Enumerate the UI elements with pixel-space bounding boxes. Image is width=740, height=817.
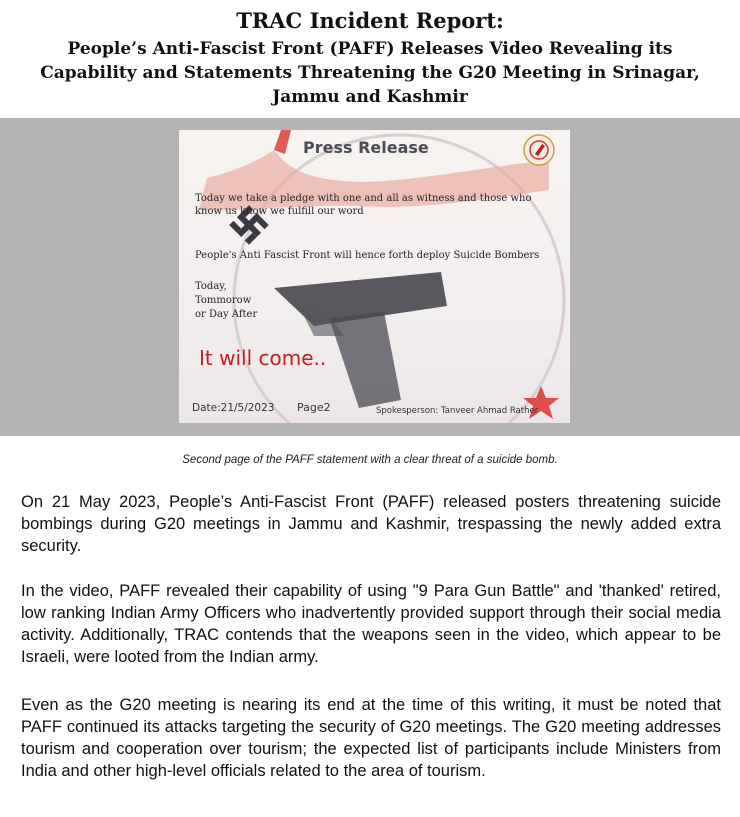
poster-spokesperson: Spokesperson: Tanveer Ahmad Rather: [376, 406, 539, 416]
press-release-poster: [179, 130, 570, 423]
image-caption: Second page of the PAFF statement with a clear threat of a suicide bomb.: [182, 454, 558, 466]
report-title: TRAC Incident Report:: [236, 8, 504, 33]
poster-page-number: Page2: [297, 401, 331, 414]
red-flame: [274, 130, 291, 154]
body-paragraph: On 21 May 2023, People’s Anti-Fascist Front (PAFF) released posters threatening suicide bombings during G20 meetings in Jammu and Kashmir, trespassing the newly added extra security.: [21, 493, 721, 555]
poster-it-will-come: It will come..: [199, 346, 327, 370]
paff-logo: [524, 135, 554, 165]
image-band: [0, 118, 740, 436]
report-subtitle: People’s Anti-Fascist Front (PAFF) Releases Video Revealing its Capability and Statements Threatening the G20 Meeting in Srinagar, Jammu and Kashmir: [40, 39, 700, 107]
poster-threat-text: People's Anti Fascist Front will hence forth deploy Suicide Bombers: [195, 250, 540, 261]
poster-pledge-text: Today we take a pledge with one and all as witness and those who know us know we fulfill our word: [195, 193, 532, 217]
timeframe-line: Tommorow: [195, 295, 252, 306]
poster-date: Date:21/5/2023: [192, 402, 275, 414]
poster-artwork: [179, 130, 570, 423]
body-paragraph: In the video, PAFF revealed their capability of using "9 Para Gun Battle" and 'thanked' retired, low ranking Indian Army Officers who inadvertently provided support through their social media activity. Additionally, TRAC contends that the weapons seen in the video, which appear to be Israeli, were looted from the Indian army.: [21, 582, 721, 666]
timeframe-line: Today,: [195, 281, 227, 292]
poster-timeframe: [195, 280, 315, 322]
press-release-heading: Press Release: [303, 138, 429, 157]
timeframe-line: or Day After: [195, 309, 258, 320]
body-paragraph: Even as the G20 meeting is nearing its end at the time of this writing, it must be noted that PAFF continued its attacks targeting the security of G20 meetings. The G20 meeting addresses tourism and cooperation over tourism; the expected list of participants include Ministers from India and other high-level officials related to the area of tourism.: [21, 696, 721, 780]
